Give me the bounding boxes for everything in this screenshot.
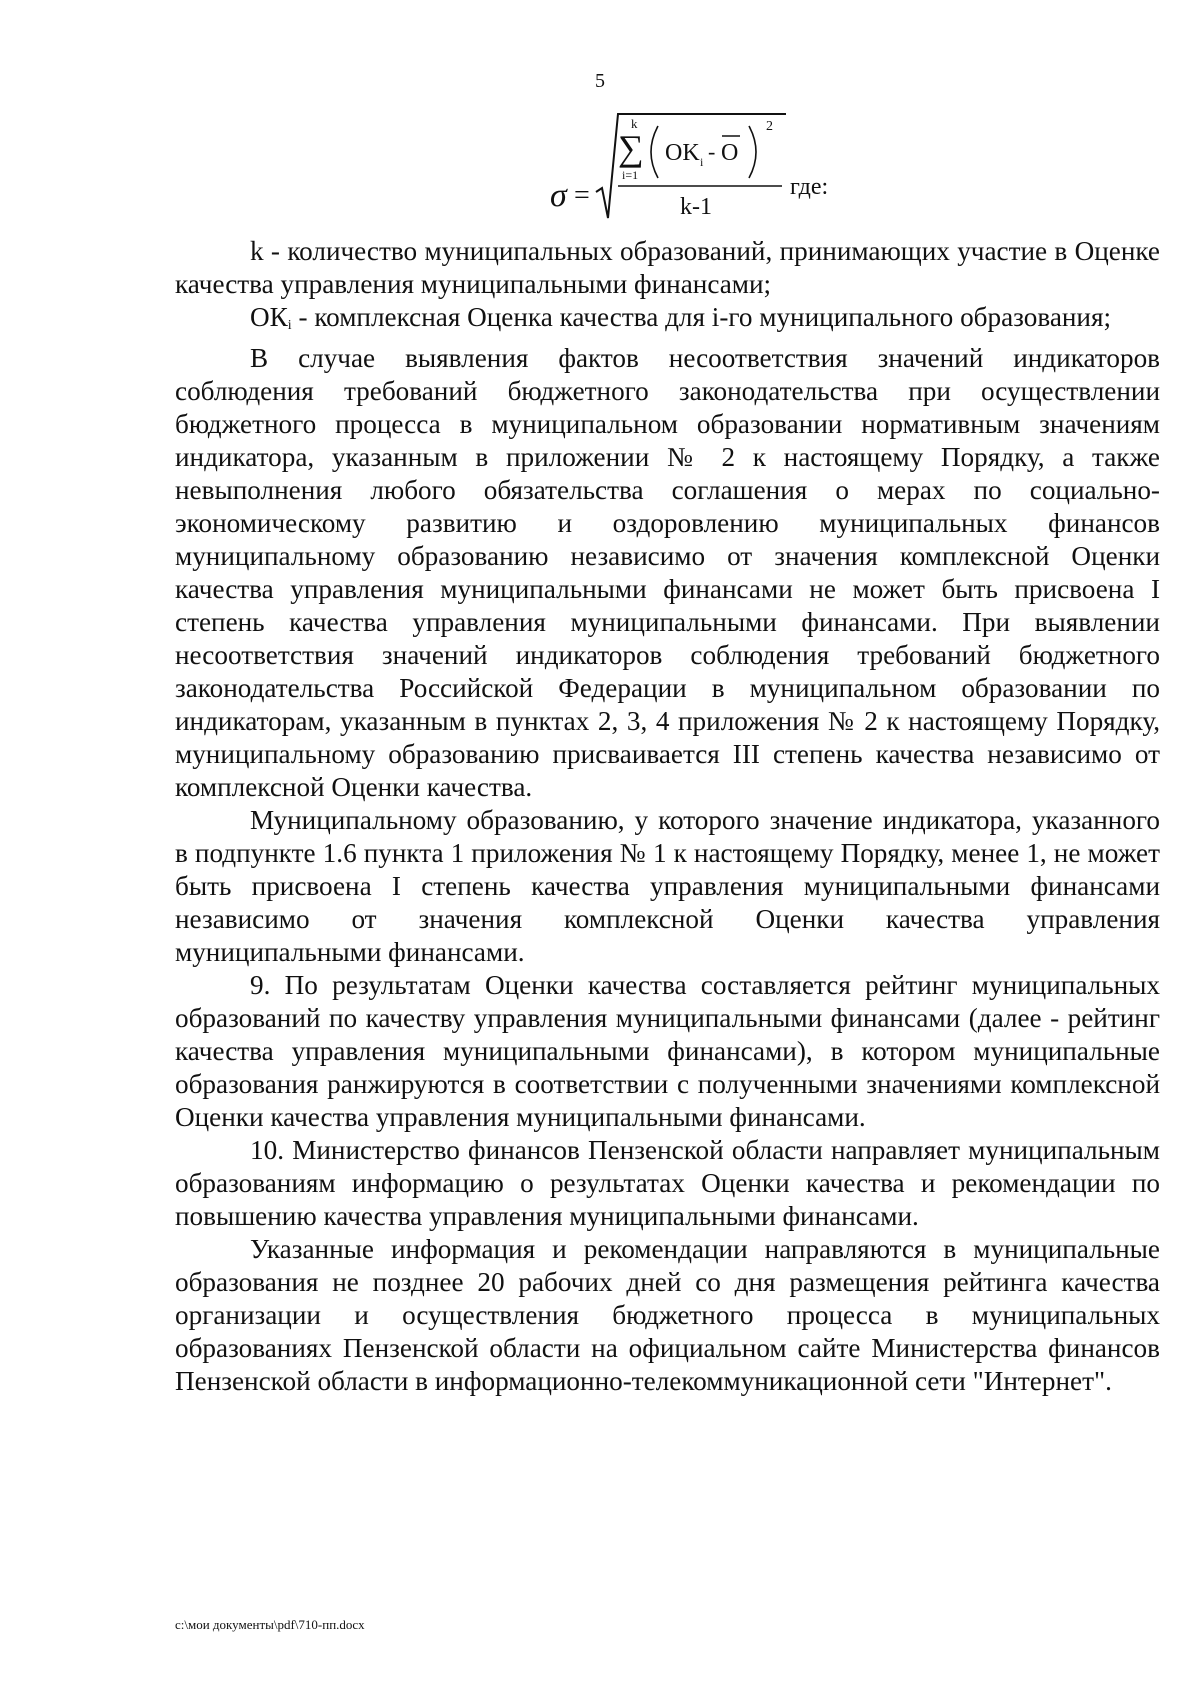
definition-ok [175, 301, 1160, 342]
formula-ok: OK [665, 140, 700, 166]
formula-ok-sub: i [700, 155, 704, 169]
sum-symbol: ∑ [618, 128, 644, 168]
paragraph-violations: В случае выявления фактов несоответствия значений индикаторов соблюдения требований бюджетного законодательства при осуществлении бюджетного процесса в муниципальном образовании нормативным значениям индикатора, указанным в приложении № 2 к настоящему Порядку, а также невыполнения любого обязательства соглашения о мерах по социально-экономическому развитию и оздоровлению муниципальных финансов муниципальному образованию независимо от значения комплексной Оценки качества управления муниципальными финансами не может быть присвоена I степень качества управления муниципальными финансами. При выявлении несоответствия значений индикаторов соблюдения требований бюджетного законодательства Российской Федерации в муниципальном образовании по индикаторам, указанным в пунктах 2, 3, 4 приложения № 2 к настоящему Порядку, муниципальному образованию присваивается III степень качества независимо от комплексной Оценки качества. [175, 343, 1160, 802]
paragraph-item-9: 9. По результатам Оценки качества составляется рейтинг муниципальных образований по качеству управления муниципальными финансами (далее - рейтинг качества управления муниципальными финансами), в котором муниципальные образования ранжируются в соответствии с полученными значениями комплексной Оценки качества управления муниципальными финансами. [175, 970, 1160, 1132]
definition-k [175, 235, 1160, 301]
right-paren [749, 126, 756, 178]
ok-definition: - комплексная Оценка качества для i-го муниципального образования; [291, 302, 1112, 332]
sum-lower-limit: i=1 [622, 168, 639, 182]
page-number: 5 [595, 70, 605, 92]
document-body [175, 235, 1160, 1398]
paragraph-indicator-1-6: Муниципальному образованию, у которого значение индикатора, указанного в подпункте 1.6 пункта 1 приложения № 1 к настоящему Порядку, менее 1, не может быть присвоена I степень качества управления муниципальными финансами независимо от значения комплексной Оценки качества управления муниципальными финансами. [175, 805, 1160, 967]
formula-denominator: k-1 [680, 194, 712, 220]
footer-file-path: c:\мои документы\pdf\710-пп.docx [175, 1617, 365, 1632]
formula-o: O [721, 140, 739, 166]
std-deviation-formula [550, 108, 870, 233]
formula-sigma: σ [550, 177, 567, 214]
formula-graphic [550, 108, 870, 233]
ok-symbol: ОК [250, 302, 288, 332]
k-symbol: k [250, 236, 264, 266]
sum-upper-limit: k [631, 116, 638, 131]
left-paren [651, 126, 658, 178]
formula-suffix: где: [790, 174, 829, 200]
formula-equals: = [574, 180, 590, 211]
paragraph-deadline: Указанные информация и рекомендации направляются в муниципальные образования не позднее 20 рабочих дней со дня размещения рейтинга качества организации и осуществления бюджетного процесса в муниципальных образованиях Пензенской области на официальном сайте Министерства финансов Пензенской области в информационно-телекоммуникационной сети "Интернет". [175, 1234, 1160, 1396]
paragraph-item-10: 10. Министерство финансов Пензенской области направляет муниципальным образованиям информацию о результатах Оценки качества и рекомендации по повышению качества управления муниципальными финансами. [175, 1135, 1160, 1231]
k-definition: - количество муниципальных образований, принимающих участие в Оценке качества управления муниципальными финансами; [175, 236, 1160, 299]
formula-exponent: 2 [766, 119, 773, 134]
ok-subscript: i [287, 318, 292, 333]
formula-minus: - [708, 139, 716, 164]
